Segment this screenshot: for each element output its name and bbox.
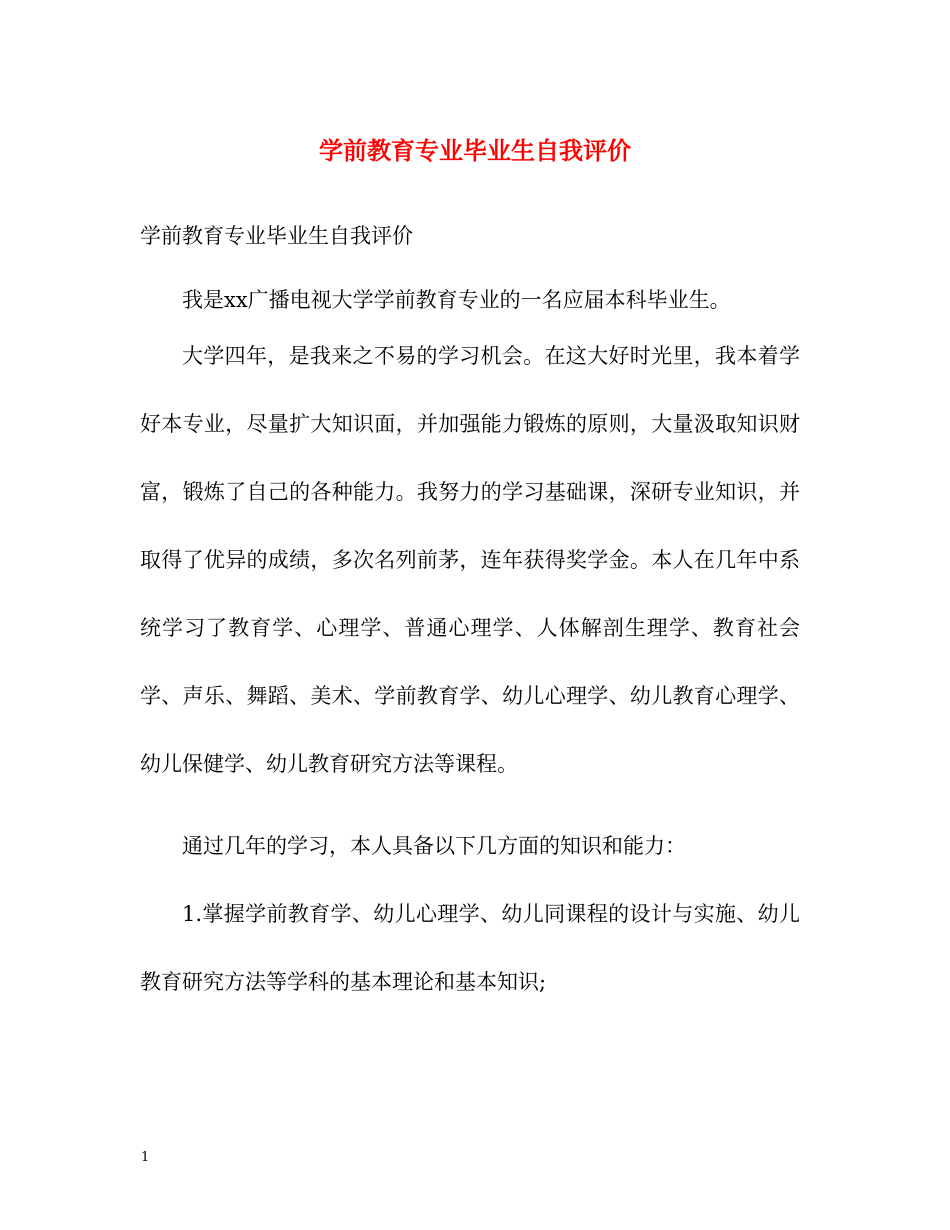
paragraph-study-summary: 大学四年，是我来之不易的学习机会。在这大好时光里，我本着学好本专业，尽量扩大知识面，并加强能力锻炼的原则，大量汲取知识财富，锻炼了自己的各种能力。我努力的学习基础课，深研专业知识，并取得了优异的成绩，多次名列前茅，连年获得奖学金。本人在几年中系统学习了教育学、心理学、普通心理学、人体解剖生理学、教育社会学、声乐、舞蹈、美术、学前教育学、幼儿心理学、幼儿教育心理学、幼儿保健学、幼儿教育研究方法等课程。: [140, 344, 800, 776]
paragraph-abilities-intro: 通过几年的学习，本人具备以下几方面的知识和能力：: [182, 834, 686, 858]
document-subheading: 学前教育专业毕业生自我评价: [140, 224, 413, 248]
paragraph-ability-item-1: 1.掌握学前教育学、幼儿心理学、幼儿同课程的设计与实施、幼儿教育研究方法等学科的基本理论和基本知识;: [140, 902, 800, 994]
page-number: 1: [141, 1150, 150, 1165]
document-title: 学前教育专业毕业生自我评价: [319, 137, 631, 165]
paragraph-intro: 我是xx广播电视大学学前教育专业的一名应届本科毕业生。: [182, 288, 731, 312]
